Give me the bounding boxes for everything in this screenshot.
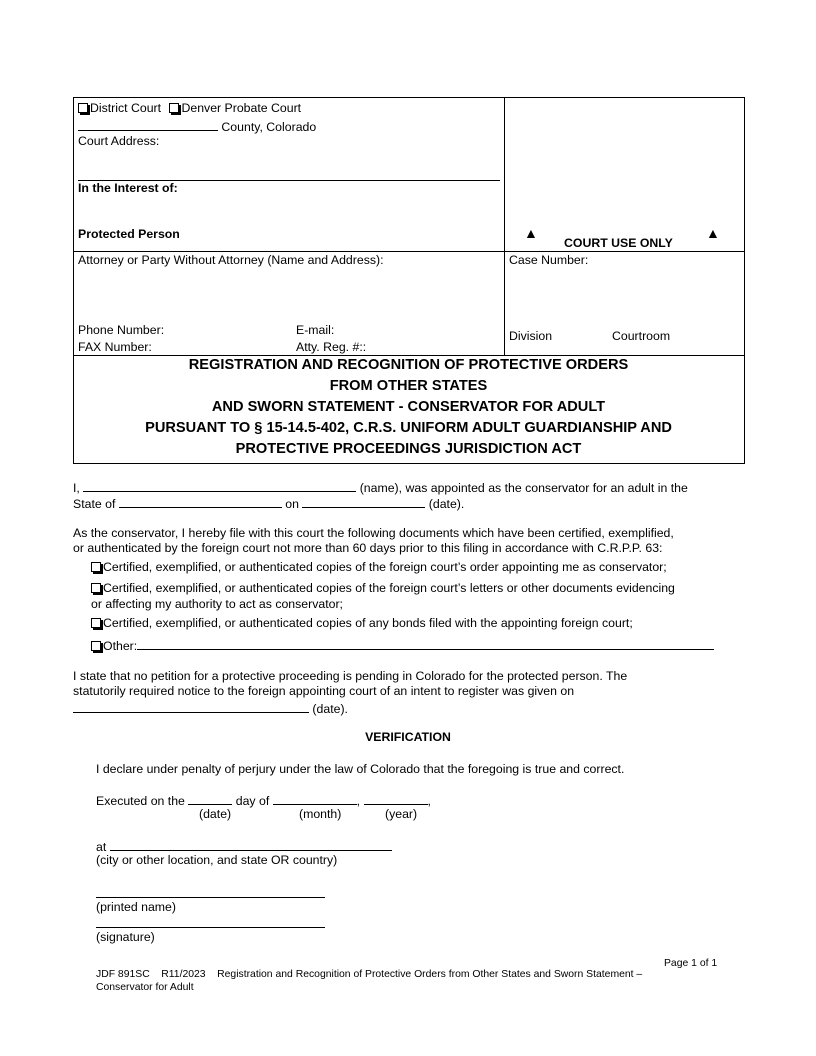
printed-name-blank[interactable]	[96, 897, 325, 898]
letters-label: Certified, exemplified, or authenticated copies of the foreign court’s letters or other documents evidencing	[103, 581, 675, 595]
denver-probate-court-label: Denver Probate Court	[181, 101, 302, 115]
other-label: Other:	[103, 639, 138, 653]
form-title: Registration and Recognition of Protective Orders from Other States and Sworn Statement –	[217, 969, 643, 980]
appointment-date-blank[interactable]	[302, 495, 425, 508]
form-id: JDF 891SC	[96, 969, 150, 980]
letters-label-continued: or affecting my authority to act as conservator;	[91, 597, 343, 611]
signature-label: (signature)	[96, 930, 155, 944]
county-blank[interactable]	[78, 118, 218, 131]
bonds-label: Certified, exemplified, or authenticated copies of any bonds filed with the appointing foreign court;	[103, 616, 633, 630]
case-number-label: Case Number:	[509, 253, 589, 267]
day-of-label: day of	[235, 794, 270, 808]
order-label: Certified, exemplified, or authenticated copies of the foreign court’s order appointing me as conservator;	[103, 560, 667, 574]
no-petition-line-1: I state that no petition for a protective proceeding is pending in Colorado for the protected person. The	[73, 669, 628, 683]
letters-checkbox[interactable]	[91, 583, 101, 593]
document-item-other	[91, 637, 714, 654]
conservator-name-blank[interactable]	[83, 479, 356, 492]
location-sub-label: (city or other location, and state OR country)	[96, 853, 338, 867]
in-interest-label: In the Interest of:	[78, 181, 178, 195]
document-item-letters	[91, 581, 675, 596]
up-triangle-icon: ▲	[524, 225, 538, 241]
location-blank[interactable]	[110, 838, 392, 851]
division-label: Division	[509, 329, 553, 343]
up-triangle-icon: ▲	[706, 225, 720, 241]
fax-label: FAX Number:	[78, 340, 152, 354]
district-court-label: District Court	[90, 101, 162, 115]
appointment-line-2	[73, 495, 464, 512]
phone-label: Phone Number:	[78, 323, 165, 337]
signature-blank[interactable]	[96, 927, 325, 928]
title-line-2: FROM OTHER STATES	[329, 378, 488, 394]
no-petition-line-2: statutorily required notice to the foreign appointing court of an intent to register was given on	[73, 684, 575, 698]
date-label: (date).	[428, 497, 465, 511]
form-title-continued: Conservator for Adult	[96, 982, 194, 993]
document-item-order	[91, 560, 667, 575]
county-line	[78, 118, 316, 135]
notice-date-line	[73, 700, 348, 717]
order-checkbox[interactable]	[91, 562, 101, 572]
form-revision: R11/2023	[161, 969, 206, 980]
appointment-text: (name), was appointed as the conservator for an adult in the	[359, 481, 688, 495]
page-number: Page 1 of 1	[664, 958, 718, 969]
other-blank[interactable]	[137, 637, 714, 650]
date-sub-label: (date)	[199, 807, 232, 821]
courtroom-label: Courtroom	[612, 329, 671, 343]
month-blank[interactable]	[273, 792, 357, 805]
verification-heading: VERIFICATION	[365, 730, 451, 744]
document-item-bonds	[91, 616, 633, 631]
title-line-3: AND SWORN STATEMENT - CONSERVATOR FOR ADULT	[211, 399, 606, 415]
documents-intro-1: As the conservator, I hereby file with this court the following documents which have been certified, exemplified,	[73, 526, 674, 540]
month-sub-label: (month)	[299, 807, 342, 821]
i-label: I,	[73, 481, 80, 495]
state-of-label: State of	[73, 497, 116, 511]
comma: ,	[427, 794, 431, 808]
year-blank[interactable]	[364, 792, 428, 805]
at-label: at	[96, 840, 107, 854]
printed-name-label: (printed name)	[96, 900, 176, 914]
denver-probate-court-checkbox[interactable]	[169, 103, 179, 113]
comma: ,	[356, 794, 361, 808]
year-sub-label: (year)	[385, 807, 418, 821]
title-line-4: PURSUANT TO § 15-14.5-402, C.R.S. UNIFORM ADULT GUARDIANSHIP AND	[145, 420, 672, 436]
declaration-text: I declare under penalty of perjury under the law of Colorado that the foregoing is true and correct.	[96, 762, 625, 776]
notice-date-label: (date).	[312, 702, 348, 716]
other-checkbox[interactable]	[91, 641, 101, 651]
day-blank[interactable]	[188, 792, 232, 805]
executed-on-label: Executed on the	[96, 794, 185, 808]
county-label: County, Colorado	[221, 120, 317, 134]
on-label: on	[285, 497, 299, 511]
district-court-checkbox[interactable]	[78, 103, 88, 113]
court-selection	[78, 101, 301, 116]
footer-form-line	[96, 968, 642, 981]
notice-date-blank[interactable]	[73, 700, 309, 713]
documents-intro-2: or authenticated by the foreign court not more than 60 days prior to this filing in accordance with C.R.P.P. 63:	[73, 541, 663, 555]
title-line-5: PROTECTIVE PROCEEDINGS JURISDICTION ACT	[235, 441, 582, 457]
appointment-line-1	[73, 479, 688, 496]
attorney-label: Attorney or Party Without Attorney (Name and Address):	[78, 253, 384, 267]
atty-reg-label: Atty. Reg. #::	[296, 340, 367, 354]
state-blank[interactable]	[119, 495, 282, 508]
court-address-label: Court Address:	[78, 134, 160, 148]
title-line-1: REGISTRATION AND RECOGNITION OF PROTECTIVE ORDERS	[188, 357, 629, 373]
protected-person-label: Protected Person	[78, 227, 180, 241]
executed-on-line	[96, 792, 431, 809]
email-label: E-mail:	[296, 323, 335, 337]
bonds-checkbox[interactable]	[91, 618, 101, 628]
court-use-only-label: COURT USE ONLY	[564, 236, 673, 250]
